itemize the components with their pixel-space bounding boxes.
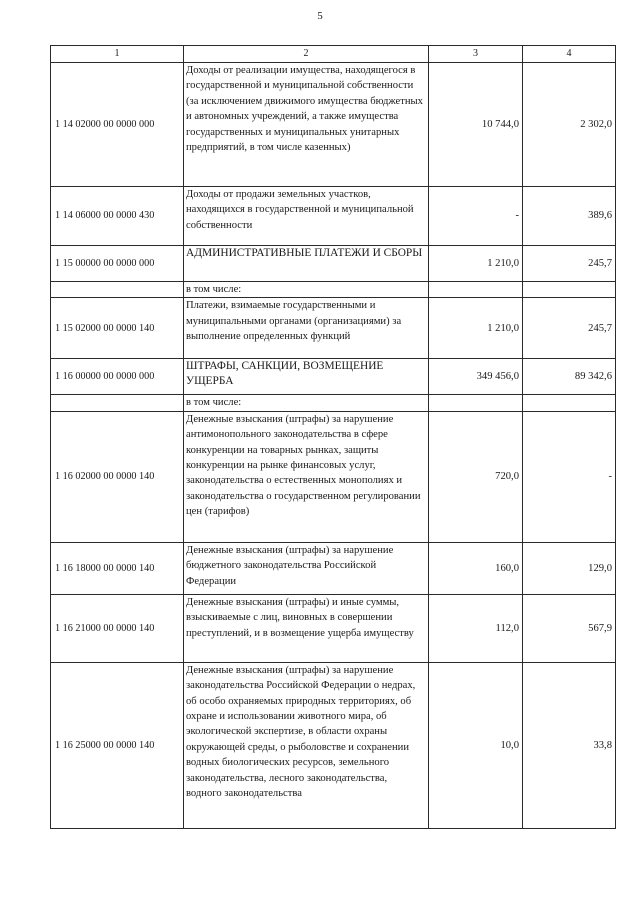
row-col4-value: 2 302,0 — [523, 63, 616, 187]
header-col-3: 3 — [429, 46, 523, 63]
row-col3-value: - — [429, 187, 523, 246]
header-col-2: 2 — [184, 46, 429, 63]
row-col3-value: 160,0 — [429, 542, 523, 594]
row-name: Доходы от реализации имущества, находящегося в государственной и муниципальной собственности (за исключением движимого имущества бюджетных и автономных учреждений, а также имущества государственных и муниципальных унитарных предприятий, в том числе казенных) — [184, 63, 429, 187]
table-row — [51, 594, 616, 662]
row-col3-value: 1 210,0 — [429, 246, 523, 282]
row-code: 1 16 21000 00 0000 140 — [51, 594, 184, 662]
table-row — [51, 411, 616, 542]
row-col4-value: 567,9 — [523, 594, 616, 662]
table-row — [51, 395, 616, 411]
row-name: Денежные взыскания (штрафы) за нарушение бюджетного законодательства Российской Федерации — [184, 542, 429, 594]
row-col3-value: 1 210,0 — [429, 298, 523, 359]
row-col3-value: 349 456,0 — [429, 359, 523, 395]
table-row — [51, 246, 616, 282]
row-code: 1 16 02000 00 0000 140 — [51, 411, 184, 542]
row-col4-value: - — [523, 411, 616, 542]
row-col3-value: 720,0 — [429, 411, 523, 542]
row-name: в том числе: — [184, 282, 429, 298]
page-number: 5 — [317, 10, 323, 22]
row-name: Денежные взыскания (штрафы) за нарушение законодательства Российской Федерации о недрах, об особо охраняемых природных территориях, об охране и использовании животного мира, об экологической экспертизе, в области охраны окружающей среды, о рыболовстве и сохранении водных биологических ресурсов, земельного законодательства, лесного законодательства, водного законодательства — [184, 662, 429, 828]
row-col3-value: 10 744,0 — [429, 63, 523, 187]
table-row — [51, 542, 616, 594]
row-name: Денежные взыскания (штрафы) за нарушение антимонопольного законодательства в сфере конкуренции на товарных рынках, защиты конкуренции на рынке финансовых услуг, законодательства о естественных монополиях и законодательства о государственном регулировании цен (тарифов) — [184, 411, 429, 542]
row-col4-value: 129,0 — [523, 542, 616, 594]
table-row — [51, 63, 616, 187]
table-row — [51, 187, 616, 246]
table-row — [51, 359, 616, 395]
row-col3-value — [429, 282, 523, 298]
row-col4-value: 89 342,6 — [523, 359, 616, 395]
table-header-row — [51, 46, 616, 63]
row-name: в том числе: — [184, 395, 429, 411]
row-code: 1 16 25000 00 0000 140 — [51, 662, 184, 828]
row-name: Денежные взыскания (штрафы) и иные суммы, взыскиваемые с лиц, виновных в совершении преступлений, и в возмещение ущерба имуществу — [184, 594, 429, 662]
row-name: АДМИНИСТРАТИВНЫЕ ПЛАТЕЖИ И СБОРЫ — [184, 246, 429, 282]
row-col4-value: 389,6 — [523, 187, 616, 246]
header-col-4: 4 — [523, 46, 616, 63]
row-code — [51, 395, 184, 411]
revenue-table — [50, 45, 616, 829]
row-col3-value — [429, 395, 523, 411]
row-name: Платежи, взимаемые государственными и муниципальными органами (организациями) за выполнение определенных функций — [184, 298, 429, 359]
row-code: 1 14 02000 00 0000 000 — [51, 63, 184, 187]
row-name: Доходы от продажи земельных участков, находящихся в государственной и муниципальной собственности — [184, 187, 429, 246]
row-code: 1 16 18000 00 0000 140 — [51, 542, 184, 594]
row-code: 1 16 00000 00 0000 000 — [51, 359, 184, 395]
row-col4-value: 33,8 — [523, 662, 616, 828]
row-code: 1 15 00000 00 0000 000 — [51, 246, 184, 282]
row-code — [51, 282, 184, 298]
table-row — [51, 298, 616, 359]
table-row — [51, 282, 616, 298]
table-row — [51, 662, 616, 828]
row-col3-value: 112,0 — [429, 594, 523, 662]
row-name: ШТРАФЫ, САНКЦИИ, ВОЗМЕЩЕНИЕ УЩЕРБА — [184, 359, 429, 395]
row-col4-value: 245,7 — [523, 298, 616, 359]
row-code: 1 14 06000 00 0000 430 — [51, 187, 184, 246]
row-code: 1 15 02000 00 0000 140 — [51, 298, 184, 359]
row-col4-value — [523, 282, 616, 298]
row-col4-value: 245,7 — [523, 246, 616, 282]
header-col-1: 1 — [51, 46, 184, 63]
row-col4-value — [523, 395, 616, 411]
row-col3-value: 10,0 — [429, 662, 523, 828]
